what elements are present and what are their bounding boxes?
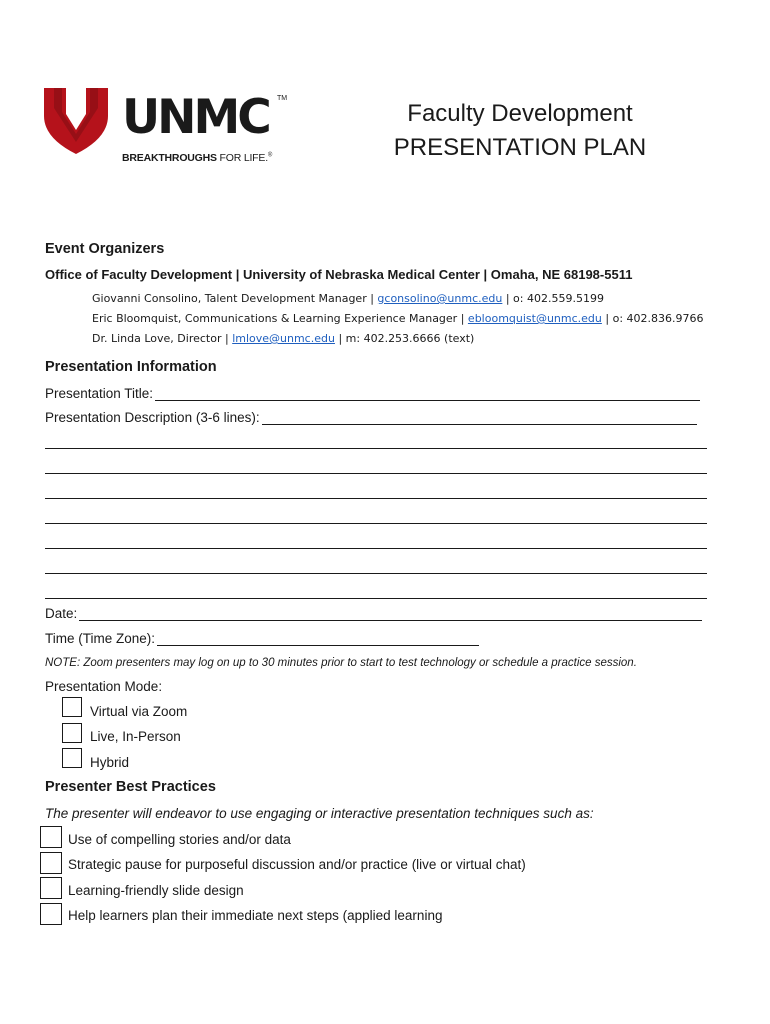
email-link[interactable]: lmlove@unmc.edu [232,332,335,345]
unmc-logo [44,86,294,168]
document-title: Faculty Development [407,100,633,127]
contact-consolino: Giovanni Consolino, Talent Development Manager | gconsolino@unmc.edu | o: 402.559.5199 [92,292,604,305]
contact-bloomquist: Eric Bloomquist, Communications & Learning Experience Manager | ebloomquist@unmc.edu | o: 402.836.9766 [92,312,704,325]
practice-stories-label: Use of compelling stories and/or data [68,832,291,847]
zoom-note: NOTE: Zoom presenters may log on up to 30 minutes prior to start to test technology or schedule a practice session. [45,657,637,669]
description-line[interactable] [45,522,707,524]
mode-in-person-label: Live, In-Person [90,729,181,744]
logo-wordmark: UNMC [122,90,269,145]
description-line[interactable] [45,497,707,499]
date-label: Date: [45,606,78,621]
mode-hybrid-checkbox[interactable] [62,748,82,768]
mode-virtual-checkbox[interactable] [62,697,82,717]
practice-next-steps-checkbox[interactable] [40,903,62,925]
mode-in-person-checkbox[interactable] [62,723,82,743]
description-line[interactable] [45,447,707,449]
mode-hybrid-label: Hybrid [90,755,130,770]
practice-slides-checkbox[interactable] [40,877,62,899]
presentation-description-input[interactable] [262,411,697,425]
time-label: Time (Time Zone): [45,631,156,646]
description-line[interactable] [45,472,707,474]
best-practices-heading: Presenter Best Practices [45,779,216,795]
presentation-description-label: Presentation Description (3-6 lines): [45,410,260,425]
logo-tagline: BREAKTHROUGHS FOR LIFE.® [122,152,273,164]
presentation-title-label: Presentation Title: [45,386,154,401]
presentation-description-field[interactable] [45,410,697,425]
time-input[interactable] [157,632,479,646]
practice-pause-label: Strategic pause for purposeful discussion and/or practice (live or virtual chat) [68,857,526,872]
contact-love: Dr. Linda Love, Director | lmlove@unmc.edu | m: 402.253.6666 (text) [92,332,475,345]
date-field[interactable] [45,606,702,621]
email-link[interactable]: ebloomquist@unmc.edu [467,312,602,325]
presentation-info-heading: Presentation Information [45,359,217,375]
practice-stories-checkbox[interactable] [40,826,62,848]
practice-pause-checkbox[interactable] [40,852,62,874]
event-organizers-heading: Event Organizers [45,241,165,257]
practice-next-steps-label: Help learners plan their immediate next steps (applied learning [68,908,443,923]
description-line[interactable] [45,547,707,549]
time-field[interactable] [45,631,479,646]
email-link[interactable]: gconsolino@unmc.edu [377,292,503,305]
practice-slides-label: Learning-friendly slide design [68,883,244,898]
mode-virtual-label: Virtual via Zoom [90,704,188,719]
office-line: Office of Faculty Development | University of Nebraska Medical Center | Omaha, NE 68198-5511 [45,267,633,282]
unmc-shield-icon [44,86,108,156]
presentation-title-field[interactable] [45,386,700,401]
document-subtitle: PRESENTATION PLAN [393,134,647,161]
description-line[interactable] [45,572,707,574]
best-practices-intro: The presenter will endeavor to use engaging or interactive presentation techniques such as: [45,806,594,821]
date-input[interactable] [79,607,702,621]
logo-trademark: TM [277,95,288,102]
presentation-mode-label: Presentation Mode: [45,679,163,694]
presentation-title-input[interactable] [155,387,700,401]
description-line[interactable] [45,597,707,599]
